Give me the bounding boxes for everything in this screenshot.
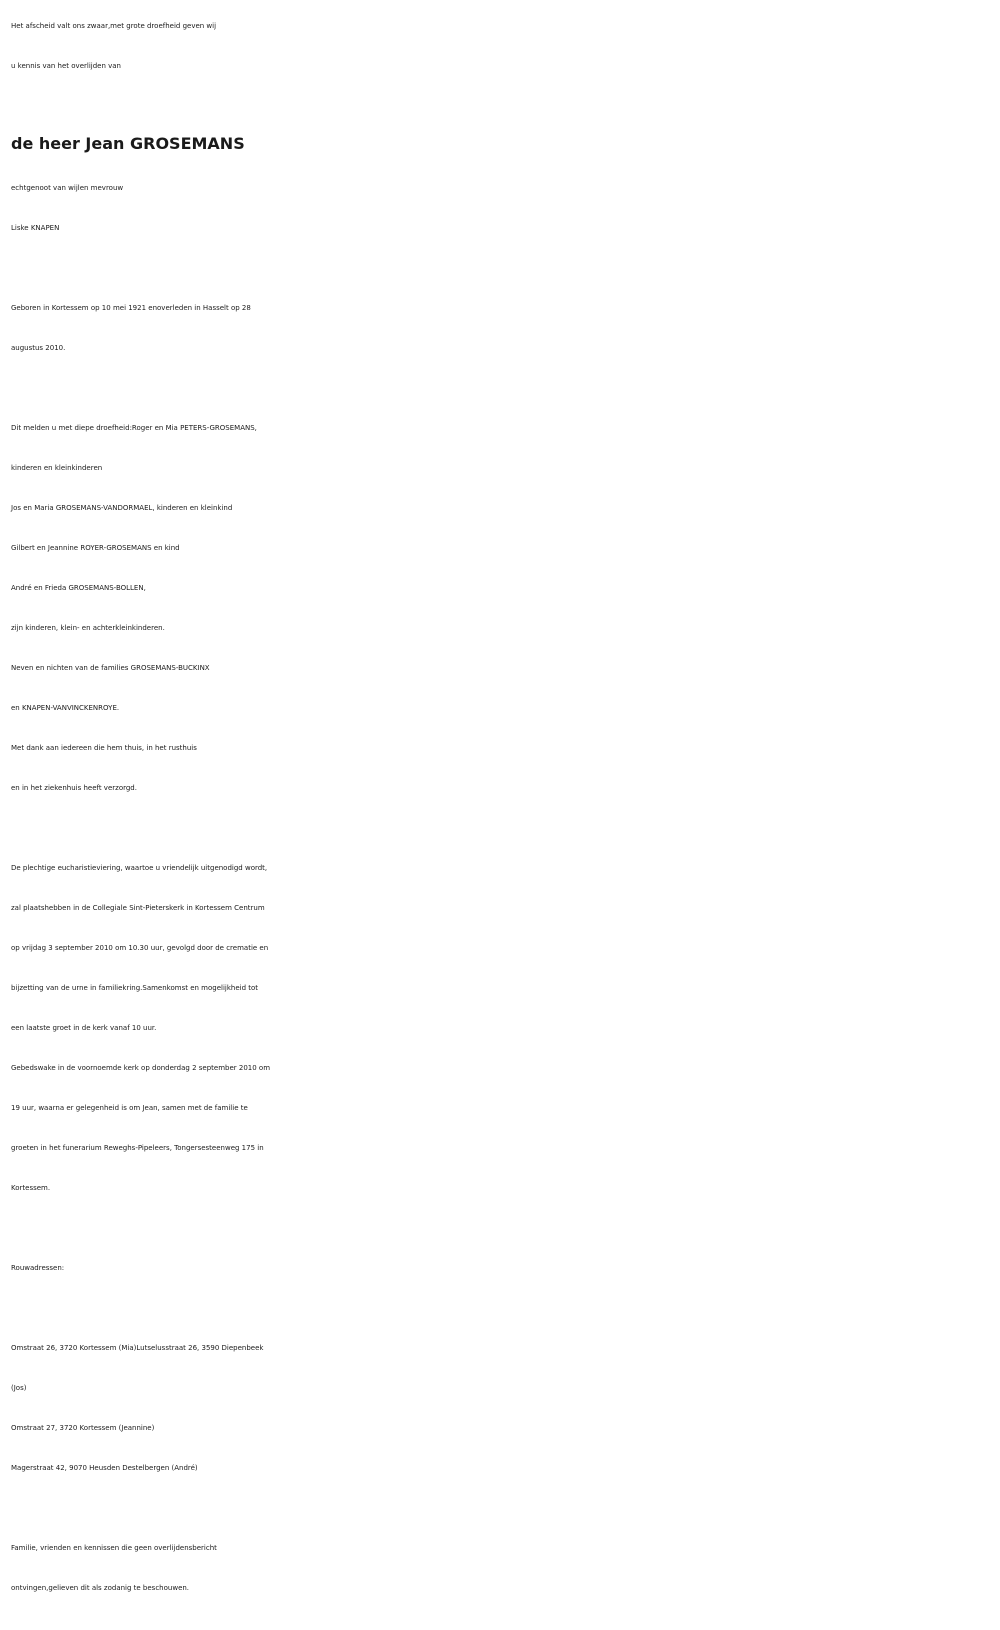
ceremony-section: [11, 848, 996, 1208]
intro-section: [11, 6, 996, 86]
ceremony-line: een laatste groet in de kerk vanaf 10 uur.: [11, 1024, 157, 1032]
birth-death-line: augustus 2010.: [11, 344, 66, 352]
closing-section: [11, 1528, 996, 1608]
intro-line: Het afscheid valt ons zwaar,met grote droefheid geven wij: [11, 22, 217, 30]
obituary-document: [11, 0, 996, 1608]
closing-line: ontvingen,gelieven dit als zodanig te beschouwen.: [11, 1584, 190, 1592]
address-line: Omstraat 26, 3720 Kortessem (Mia)Lutselusstraat 26, 3590 Diepenbeek: [11, 1344, 264, 1352]
ceremony-line: Gebedswake in de voornoemde kerk op donderdag 2 september 2010 om: [11, 1064, 271, 1072]
family-line: Met dank aan iedereen die hem thuis, in het rusthuis: [11, 744, 197, 752]
ceremony-line: bijzetting van de urne in familiekring.Samenkomst en mogelijkheid tot: [11, 984, 259, 992]
addresses-section: [11, 1328, 996, 1488]
deceased-name: de heer Jean GROSEMANS: [11, 134, 245, 153]
family-line: Neven en nichten van de families GROSEMANS-BUCKINX: [11, 664, 210, 672]
spouse-line: Liske KNAPEN: [11, 224, 60, 232]
family-section: [11, 408, 996, 808]
family-line: Dit melden u met diepe droefheid:Roger en Mia PETERS-GROSEMANS,: [11, 424, 257, 432]
spouse-line: echtgenoot van wijlen mevrouw: [11, 184, 124, 192]
addresses-heading: Rouwadressen:: [11, 1264, 65, 1272]
ceremony-line: 19 uur, waarna er gelegenheid is om Jean, samen met de familie te: [11, 1104, 248, 1112]
ceremony-line: Kortessem.: [11, 1184, 51, 1192]
ceremony-line: De plechtige eucharistieviering, waartoe u vriendelijk uitgenodigd wordt,: [11, 864, 268, 872]
address-line: Magerstraat 42, 9070 Heusden Destelbergen (André): [11, 1464, 198, 1472]
family-line: en KNAPEN-VANVINCKENROYE.: [11, 704, 120, 712]
closing-line: Familie, vrienden en kennissen die geen overlijdensbericht: [11, 1544, 217, 1552]
birth-death-line: Geboren in Kortessem op 10 mei 1921 enoverleden in Hasselt op 28: [11, 304, 251, 312]
intro-line: u kennis van het overlijden van: [11, 62, 121, 70]
family-line: en in het ziekenhuis heeft verzorgd.: [11, 784, 137, 792]
spouse-section: [11, 168, 996, 248]
ceremony-line: zal plaatshebben in de Collegiale Sint-Pieterskerk in Kortessem Centrum: [11, 904, 265, 912]
family-line: Jos en Maria GROSEMANS-VANDORMAEL, kinderen en kleinkind: [11, 504, 233, 512]
family-line: Gilbert en Jeannine ROYER-GROSEMANS en kind: [11, 544, 180, 552]
ceremony-line: op vrijdag 3 september 2010 om 10.30 uur, gevolgd door de crematie en: [11, 944, 269, 952]
address-line: Omstraat 27, 3720 Kortessem (Jeannine): [11, 1424, 155, 1432]
ceremony-line: groeten in het funerarium Reweghs-Pipeleers, Tongersesteenweg 175 in: [11, 1144, 264, 1152]
family-line: zijn kinderen, klein- en achterkleinkinderen.: [11, 624, 165, 632]
address-line: (Jos): [11, 1384, 27, 1392]
family-line: kinderen en kleinkinderen: [11, 464, 103, 472]
family-line: André en Frieda GROSEMANS-BOLLEN,: [11, 584, 146, 592]
birth-death-section: [11, 288, 996, 368]
